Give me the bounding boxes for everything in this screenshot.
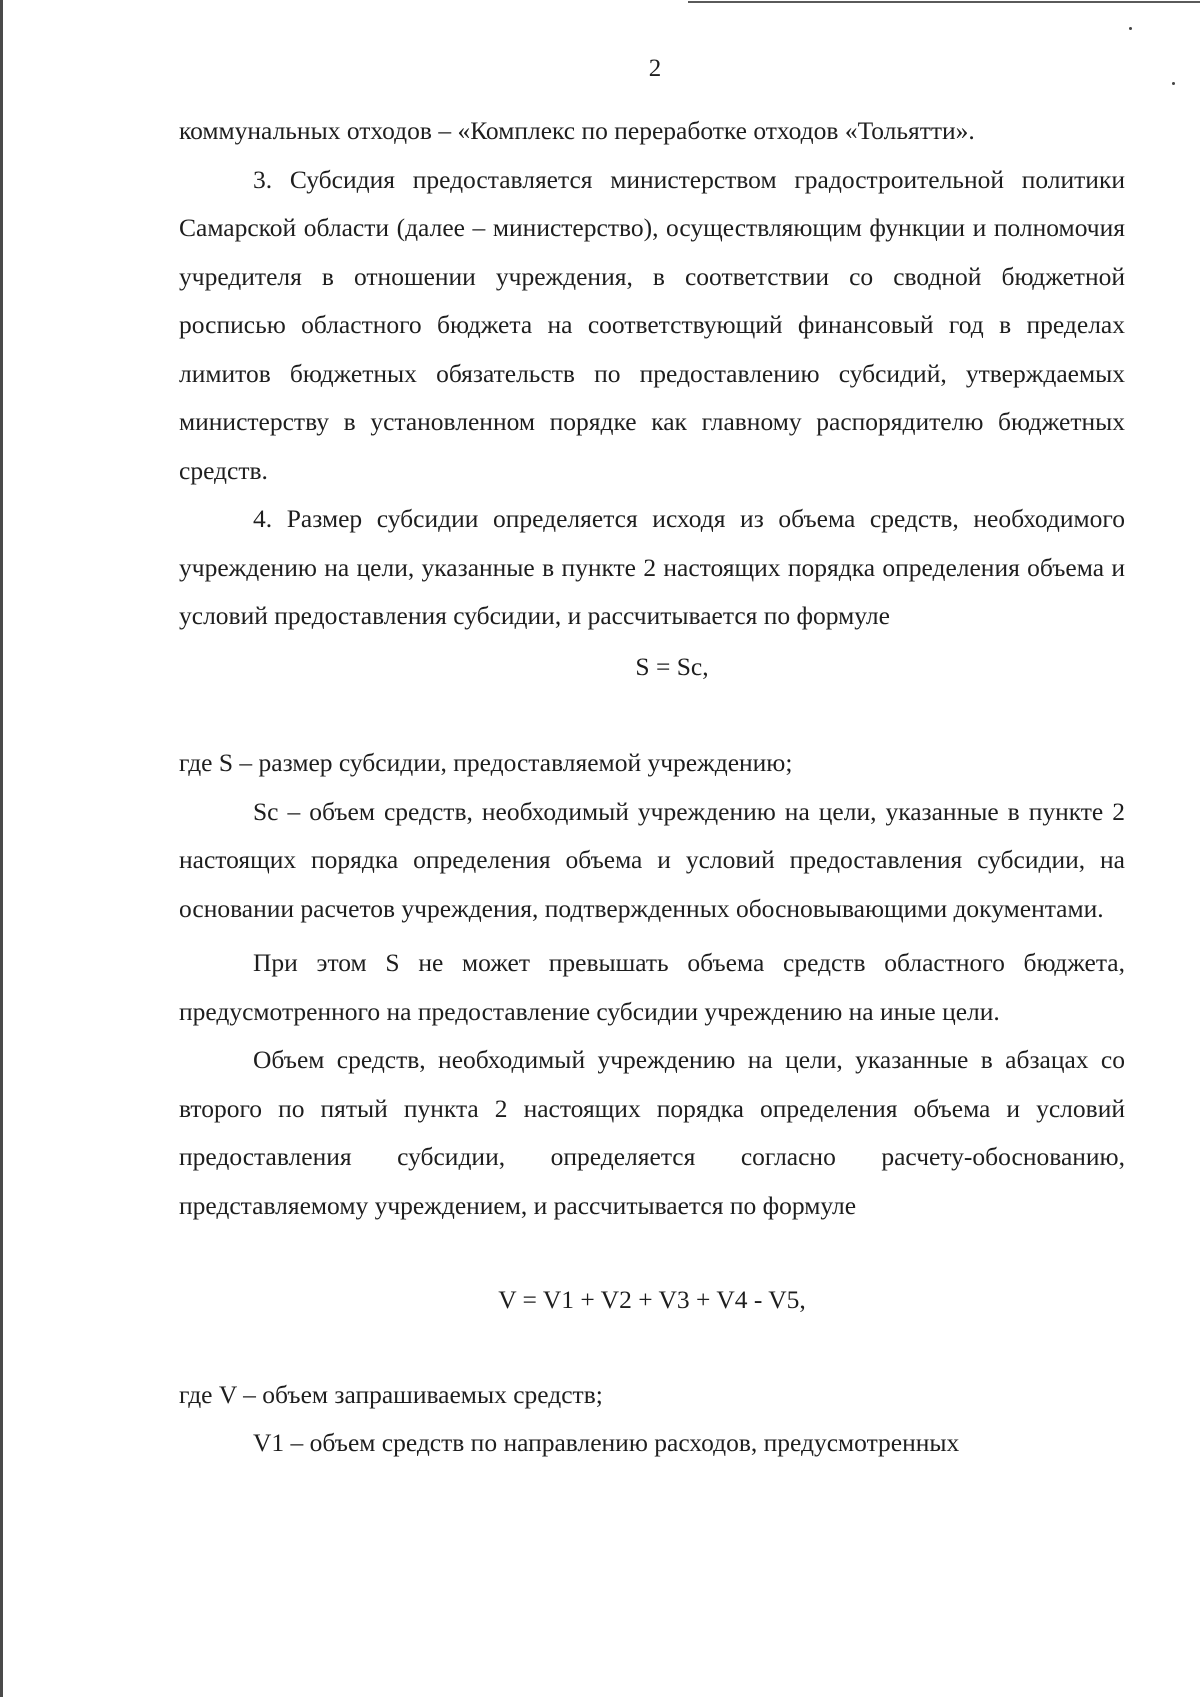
paragraph-continuation: коммунальных отходов – «Комплекс по переработке отходов «Тольятти». (179, 116, 975, 145)
scan-speck (1129, 27, 1132, 30)
document-body (179, 107, 1125, 1468)
paragraph-v1-definition: V1 – объем средств по направлению расходов, предусмотренных (253, 1428, 960, 1457)
formula-subsidy: S = Sc, (635, 651, 709, 681)
paragraph-s-limit: При этом S не может превышать объема средств областного бюджета, предусмотренного на предоставление субсидии учреждению на иные цели. (179, 948, 1125, 1026)
page-number: 2 (648, 55, 662, 82)
paragraph-sc-definition: Sc – объем средств, необходимый учреждению на цели, указанные в пункте 2 настоящих порядка определения объема и условий предоставления субсидии, на основании расчетов учреждения, подтвержденных обосновывающими документами. (179, 796, 1125, 923)
paragraph-where-v: где V – объем запрашиваемых средств; (179, 1379, 603, 1409)
paragraph-item-3: 3. Субсидия предоставляется министерством градостроительной политики Самарской области (далее – министерство), осуществляющим функции и полномочия учредителя в отношении учреждения, в соответствии со сводной бюджетной росписью областного бюджета на соответствующий финансовый год в пределах лимитов бюджетных обязательств по предоставлению субсидий, утверждаемых министерству в установленном порядке как главному распорядителю бюджетных средств. (179, 164, 1125, 485)
formula-volume: V = V1 + V2 + V3 + V4 - V5, (498, 1285, 806, 1314)
paragraph-item-4: 4. Размер субсидии определяется исходя из объема средств, необходимого учреждению на цели, указанные в пункте 2 настоящих порядка определения объема и условий предоставления субсидии, и рассчитывается по формуле (179, 504, 1125, 630)
scan-top-line (688, 1, 1200, 3)
paragraph-where-s: где S – размер субсидии, предоставляемой учреждению; (179, 748, 793, 777)
paragraph-volume-intro: Объем средств, необходимый учреждению на цели, указанные в абзацах со второго по пятый пункта 2 настоящих порядка определения объема и условий предоставления субсидии, определяется согласно расчету-обоснованию, представляемому учреждением, и рассчитывается по формуле (179, 1045, 1125, 1220)
scan-left-edge (0, 0, 3, 1697)
